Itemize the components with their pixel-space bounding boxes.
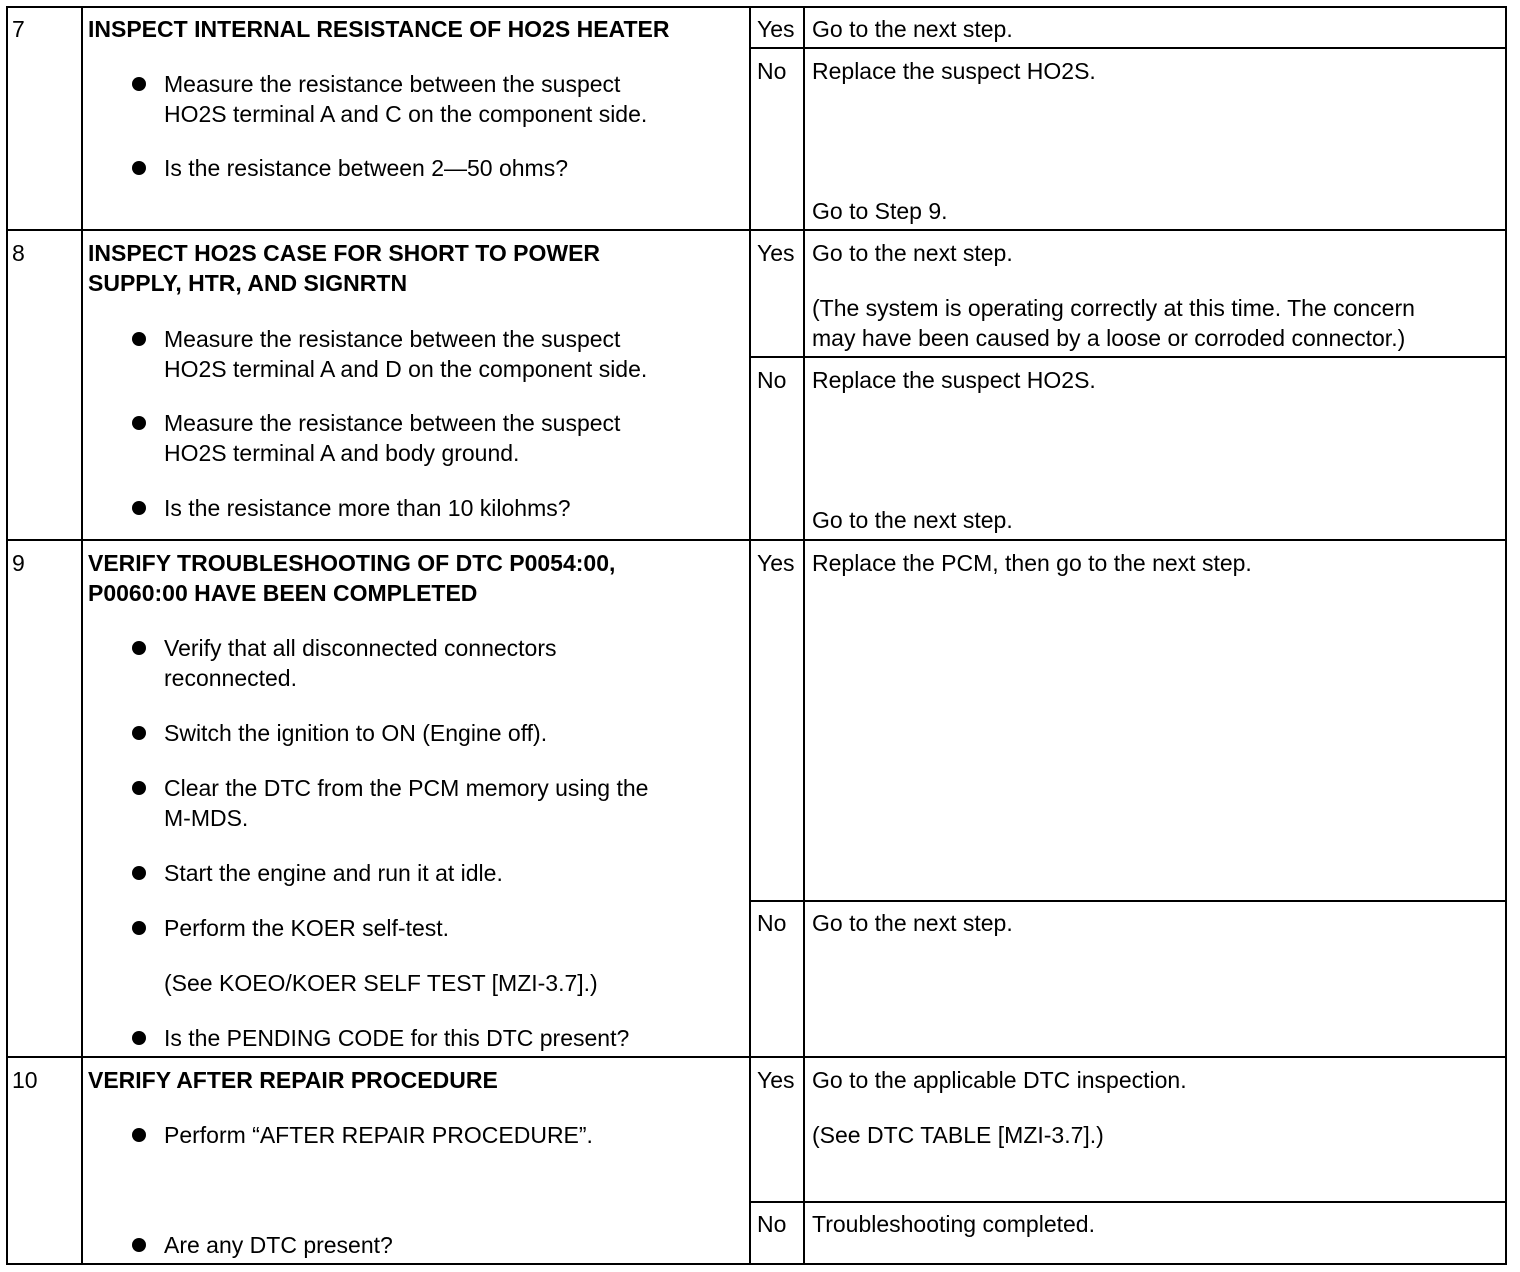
step-title: VERIFY TROUBLESHOOTING OF DTC P0054:00, <box>88 550 616 576</box>
answer-no: No <box>757 1211 787 1237</box>
bullet-icon <box>132 332 146 346</box>
action-text: HO2S terminal A and C on the component side. <box>164 101 648 127</box>
action-text: Switch the ignition to ON (Engine off). <box>164 720 548 746</box>
bullet-icon <box>132 1031 146 1045</box>
bullet-icon <box>132 416 146 430</box>
result-text: Go to the applicable DTC inspection. <box>812 1067 1187 1093</box>
row-divider <box>6 539 1507 541</box>
bullet-icon <box>132 781 146 795</box>
step-title: INSPECT HO2S CASE FOR SHORT TO POWER <box>88 240 601 266</box>
result-text: Replace the suspect HO2S. <box>812 58 1096 84</box>
bullet-icon <box>132 1128 146 1142</box>
action-text: Measure the resistance between the suspect <box>164 410 621 436</box>
result-text: (See DTC TABLE [MZI-3.7].) <box>812 1122 1104 1148</box>
answer-divider <box>749 1201 1507 1203</box>
step-title: VERIFY AFTER REPAIR PROCEDURE <box>88 1067 498 1093</box>
action-text: reconnected. <box>164 665 297 691</box>
answer-yes: Yes <box>757 16 795 42</box>
result-text: Replace the PCM, then go to the next step. <box>812 550 1252 576</box>
action-text: Verify that all disconnected connectors <box>164 635 557 661</box>
column-divider <box>81 6 83 1265</box>
action-text: Is the resistance between 2—50 ohms? <box>164 155 569 181</box>
result-text: may have been caused by a loose or corroded connector.) <box>812 325 1406 351</box>
bullet-icon <box>132 921 146 935</box>
step-title: INSPECT INTERNAL RESISTANCE OF HO2S HEATER <box>88 16 670 42</box>
result-text: Troubleshooting completed. <box>812 1211 1095 1237</box>
action-text: Perform the KOER self-test. <box>164 915 450 941</box>
bullet-icon <box>132 866 146 880</box>
result-text: (The system is operating correctly at this time. The concern <box>812 295 1415 321</box>
step-title: P0060:00 HAVE BEEN COMPLETED <box>88 580 478 606</box>
step-number: 9 <box>12 550 25 576</box>
bullet-icon <box>132 726 146 740</box>
action-text: Is the resistance more than 10 kilohms? <box>164 495 571 521</box>
action-text: HO2S terminal A and D on the component side. <box>164 356 648 382</box>
result-text: Replace the suspect HO2S. <box>812 367 1096 393</box>
action-text: Are any DTC present? <box>164 1232 393 1258</box>
action-text: Perform “AFTER REPAIR PROCEDURE”. <box>164 1122 593 1148</box>
answer-divider <box>749 900 1507 902</box>
action-text: Measure the resistance between the suspect <box>164 71 621 97</box>
answer-yes: Yes <box>757 550 795 576</box>
result-text: Go to the next step. <box>812 240 1013 266</box>
column-divider <box>803 6 805 1265</box>
answer-yes: Yes <box>757 1067 795 1093</box>
answer-divider <box>749 356 1507 358</box>
answer-yes: Yes <box>757 240 795 266</box>
answer-divider <box>749 47 1507 49</box>
result-text: Go to the next step. <box>812 910 1013 936</box>
column-divider <box>749 6 751 1265</box>
bullet-icon <box>132 77 146 91</box>
answer-no: No <box>757 367 787 393</box>
row-divider <box>6 229 1507 231</box>
bullet-icon <box>132 1238 146 1252</box>
action-text: M-MDS. <box>164 805 249 831</box>
answer-no: No <box>757 58 787 84</box>
bullet-icon <box>132 641 146 655</box>
answer-no: No <box>757 910 787 936</box>
step-number: 10 <box>12 1067 38 1093</box>
action-text: Start the engine and run it at idle. <box>164 860 503 886</box>
action-text: Is the PENDING CODE for this DTC present? <box>164 1025 630 1051</box>
action-text: HO2S terminal A and body ground. <box>164 440 520 466</box>
action-text: Measure the resistance between the suspect <box>164 326 621 352</box>
step-number: 8 <box>12 240 25 266</box>
step-title: SUPPLY, HTR, AND SIGNRTN <box>88 270 408 296</box>
row-divider <box>6 1056 1507 1058</box>
action-text: Clear the DTC from the PCM memory using the <box>164 775 649 801</box>
reference-note: (See KOEO/KOER SELF TEST [MZI-3.7].) <box>164 970 598 996</box>
step-number: 7 <box>12 16 25 42</box>
bullet-icon <box>132 161 146 175</box>
result-text: Go to the next step. <box>812 16 1013 42</box>
result-text: Go to Step 9. <box>812 198 948 224</box>
bullet-icon <box>132 501 146 515</box>
result-text: Go to the next step. <box>812 507 1013 533</box>
